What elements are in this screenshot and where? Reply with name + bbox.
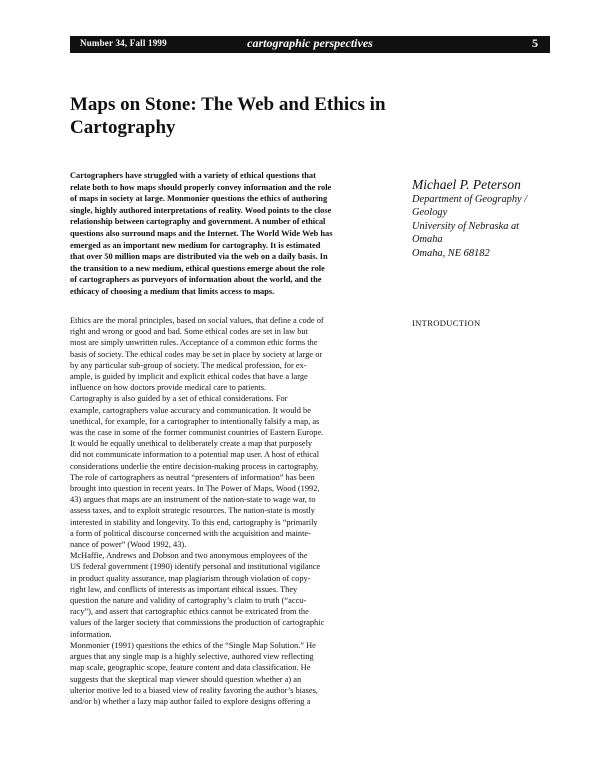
body-line: most are simply unwritten rules. Acceptance of a common ethic forms the: [70, 338, 318, 348]
abstract-line: ethicacy of choosing a medium that limits access to maps.: [70, 286, 275, 296]
abstract: [70, 170, 400, 298]
body-line: nance of power” (Wood 1992, 43).: [70, 540, 187, 550]
journal-name: cartographic perspectives: [247, 36, 373, 50]
body-line: right and wrong or good and bad. Some ethical codes are set in law but: [70, 327, 308, 337]
body-line: The role of cartographers as neutral “presenters of information” has been: [70, 472, 315, 482]
body-line: in product quality assurance, map plagiarism through violation of copy-: [70, 573, 311, 583]
abstract-line: of maps in society at large. Monmonier questions the ethics of authoring: [70, 194, 328, 204]
affiliation-line: Geology: [412, 207, 448, 219]
affiliation-line: Omaha: [412, 234, 443, 246]
body-line: It would be equally unethical to deliberately create a map that purposely: [70, 439, 313, 449]
body-line: right law, and conflicts of interests as important ethical issues. They: [70, 584, 298, 594]
body-text: [70, 315, 400, 707]
abstract-line: the transition to a new medium, ethical questions emerge about the role: [70, 263, 325, 273]
body-line: map scale, geographic scope, feature content and data classification. He: [70, 663, 311, 673]
article-title: [70, 93, 410, 139]
abstract-line: of cartographers as purveyors of information about the world, and the: [70, 275, 322, 285]
body-line: unethical, for example, for a cartographer to intentionally falsify a map, as: [70, 416, 320, 426]
body-line: question the nature and validity of cartography’s claim to truth (“accu-: [70, 596, 307, 606]
running-header: [70, 36, 550, 53]
body-line: Cartography is also guided by a set of ethical considerations. For: [70, 394, 288, 404]
abstract-line: Cartographers have struggled with a variety of ethical questions that: [70, 171, 316, 180]
abstract-line: that over 50 million maps are distributed via the web on a daily basis. In: [70, 252, 328, 262]
issue-label: Number 34, Fall 1999: [80, 38, 167, 48]
body-line: did not communicate information to a potential map user. A host of ethical: [70, 450, 320, 460]
body-line: brought into question in recent years. In The Power of Maps, Wood (1992,: [70, 484, 320, 494]
abstract-line: relationship between cartography and government. A number of ethical: [70, 217, 326, 227]
title-line: Cartography: [70, 117, 176, 138]
body-line: considerations underlie the entire decision-making process in cartography.: [70, 461, 319, 471]
body-line: racy”), and assert that cartographic ethics cannot be extricated from the: [70, 607, 309, 617]
body-line: a form of political discourse concerned with the acquisition and mainte-: [70, 528, 311, 538]
abstract-line: questions also surround maps and the Internet. The World Wide Web has: [70, 228, 333, 238]
body-line: influence on how doctors provide medical care to patients.: [70, 383, 267, 393]
author-block: [412, 176, 562, 260]
body-line: information.: [70, 629, 112, 639]
body-line: values of the larger society that commissions the production of cartographic: [70, 618, 325, 628]
author-name: Michael P. Peterson: [412, 177, 521, 192]
section-heading: INTRODUCTION: [412, 318, 481, 328]
body-line: by any particular sub-group of society. The medical profession, for ex-: [70, 360, 307, 370]
body-line: US federal government (1990) identify personal and institutional vigilance: [70, 562, 321, 572]
body-line: ample, is guided by implicit and explicit ethical codes that have a large: [70, 372, 308, 382]
page-number: 5: [532, 36, 538, 50]
body-line: ulterior motive led to a biased view of reality favoring the author’s biases,: [70, 685, 318, 695]
body-line: and/or b) whether a lazy map author failed to explore designs offering a: [70, 696, 311, 706]
title-line: Maps on Stone: The Web and Ethics in: [70, 94, 386, 115]
body-line: assess taxes, and to exploit strategic resources. The nation-state is mostly: [70, 506, 315, 516]
body-line: suggests that the skeptical map viewer should question whether a) an: [70, 674, 302, 684]
body-line: was the case in some of the former communist countries of Eastern Europe.: [70, 428, 324, 438]
abstract-line: emerged as an important new medium for cartography. It is estimated: [70, 240, 321, 250]
body-line: McHaffie, Andrews and Dobson and two anonymous employees of the: [70, 551, 308, 561]
abstract-line: single, highly authored interpretations of reality. Wood points to the close: [70, 205, 332, 215]
affiliation-line: University of Nebraska at: [412, 220, 520, 232]
body-line: 43) argues that maps are an instrument of the nation-state to wage war, to: [70, 495, 316, 505]
affiliation-line: Omaha, NE 68182: [412, 247, 490, 259]
abstract-line: relate both to how maps should properly convey information and the role: [70, 182, 332, 192]
affiliation-line: Department of Geography /: [412, 194, 528, 205]
body-line: Monmonier (1991) questions the ethics of the “Single Map Solution.” He: [70, 640, 316, 650]
author-affiliation: [412, 193, 562, 260]
body-line: argues that any single map is a highly selective, authored view reflecting: [70, 652, 314, 662]
body-line: basis of society. The ethical codes may be set in place by society at large or: [70, 349, 323, 359]
body-line: example, cartographers value accuracy and communication. It would be: [70, 405, 311, 415]
body-line: interested in stability and longevity. To this end, cartography is “primarily: [70, 517, 318, 527]
body-line: Ethics are the moral principles, based on social values, that define a code of: [70, 316, 324, 325]
